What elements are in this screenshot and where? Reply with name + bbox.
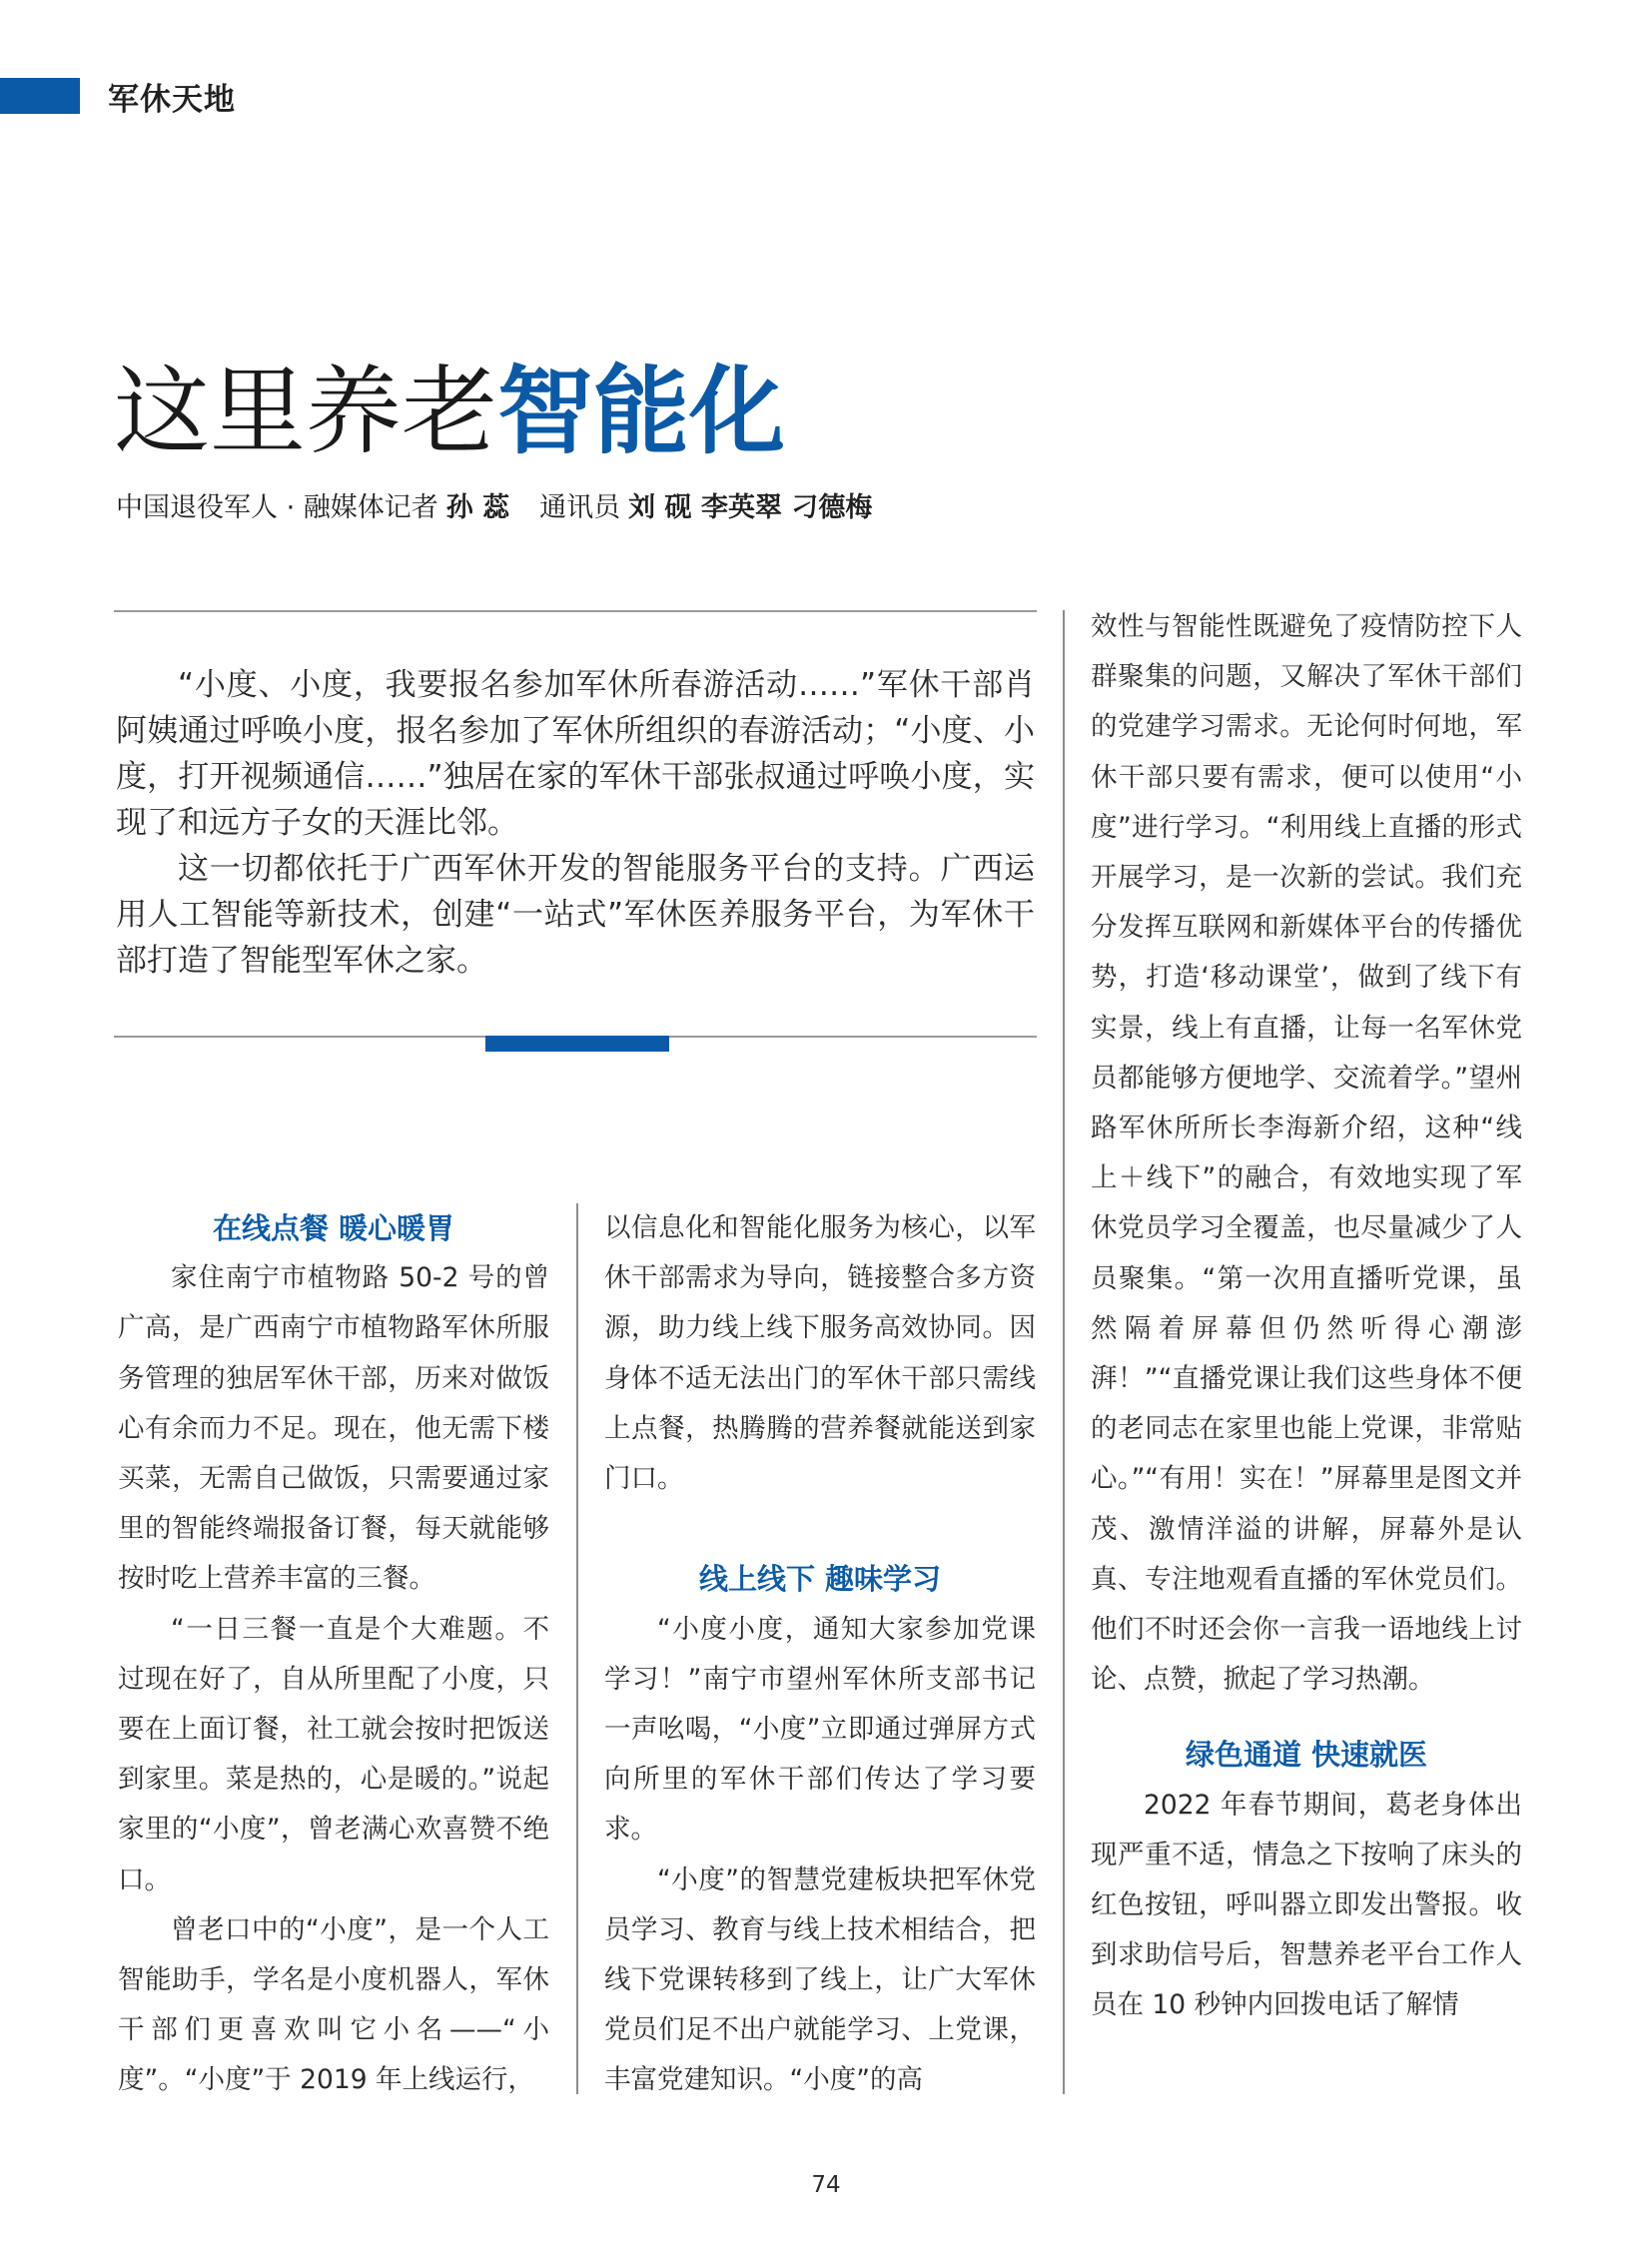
- column-2: [604, 1203, 1036, 2106]
- page-number: 74: [811, 2172, 841, 2198]
- byline: [116, 485, 872, 524]
- body-paragraph: 效性与智能性既避免了疫情防控下人群聚集的问题，又解决了军休干部们的党建学习需求。无论何时何地，军休干部只要有需求，便可以使用“小度”进行学习。“利用线上直播的形式开展学习，是一次新的尝试。我们充分发挥互联网和新媒体平台的传播优势，打造‘移动课堂’，做到了线下有实景，线上有直播，让每一名军休党员都能够方便地学、交流着学。”望州路军休所所长李海新介绍，这种“线上＋线下”的融合，有效地实现了军休党员学习全覆盖，也尽量减少了人员聚集。“第一次用直播听党课，虽然隔着屏幕但仍然听得心潮澎湃！”“直播党课让我们这些身体不便的老同志在家里也能上党课，非常贴心。”“有用！实在！”屏幕里是图文并茂、激情洋溢的讲解，屏幕外是认真、专注地观看直播的军休党员们。他们不时还会你一言我一语地线上讨论、点赞，掀起了学习热潮。: [1091, 611, 1522, 1696]
- body-paragraph: “小度”的智慧党建板块把军休党员学习、教育与线上技术相结合，把线下党课转移到了线上，让广大军休党员们足不出户就能学习、上党课，丰富党建知识。“小度”的高: [604, 1864, 1036, 2096]
- body-paragraph: “一日三餐一直是个大难题。不过现在好了，自从所里配了小度，只要在上面订餐，社工就会按时把饭送到家里。菜是热的，心是暖的。”说起家里的“小度”，曾老满心欢喜赞不绝口。: [118, 1613, 549, 1895]
- body-paragraph: “小度小度，通知大家参加党课学习！”南宁市望州军休所支部书记一声吆喝，“小度”立即通过弹屏方式向所里的军休干部们传达了学习要求。: [604, 1613, 1036, 1846]
- lead-paragraphs: [116, 662, 1035, 984]
- column-1: [118, 1203, 549, 2106]
- section-heading: 线上线下 趣味学习: [698, 1562, 942, 1597]
- byline-reporter: 孙 蕊: [445, 492, 510, 523]
- column-3: [1091, 602, 1522, 2031]
- section-heading: 在线点餐 暖心暖胃: [212, 1211, 455, 1245]
- body-paragraph: 以信息化和智能化服务为核心，以军休干部需求为导向，链接整合多方资源，助力线上线下服务高效协同。因身体不适无法出门的军休干部只需线上点餐，热腾腾的营养餐就能送到家门口。: [604, 1212, 1036, 1495]
- body-paragraph: 家住南宁市植物路 50-2 号的曾广高，是广西南宁市植物路军休所服务管理的独居军休干部，历来对做饭心有余而力不足。现在，他无需下楼买菜，无需自己做饭，只需要通过家里的智能终端报备订餐，每天就能够按时吃上营养丰富的三餐。: [118, 1262, 549, 1595]
- column-divider: [1063, 610, 1065, 2094]
- byline-org: 中国退役军人 · 融媒体记者: [116, 492, 438, 523]
- body-paragraph: 曾老口中的“小度”，是一个人工智能助手，学名是小度机器人，军休干部们更喜欢叫它小名——“小度”。“小度”于 2019 年上线运行，: [118, 1913, 549, 2096]
- lead-accent-bar: [485, 1036, 669, 1052]
- section-heading: 绿色通道 快速就医: [1185, 1738, 1428, 1773]
- lead-paragraph: 这一切都依托于广西军休开发的智能服务平台的支持。广西运用人工智能等新技术，创建“一站式”军休医养服务平台，为军休干部打造了智能型军休之家。: [116, 851, 1035, 979]
- lead-top-rule: [114, 610, 1037, 612]
- section-marker-bar: [0, 78, 80, 114]
- byline-correspondents: 刘 砚 李英翠 刁德梅: [628, 492, 873, 523]
- column-divider: [576, 1203, 578, 2094]
- lead-paragraph: “小度、小度，我要报名参加军休所春游活动……”军休干部肖阿姨通过呼唤小度，报名参加了军休所组织的春游活动；“小度、小度，打开视频通信……”独居在家的军休干部张叔通过呼唤小度，实现了和远方子女的天涯比邻。: [116, 667, 1035, 841]
- body-paragraph: 2022 年春节期间，葛老身体出现严重不适，情急之下按响了床头的红色按钮，呼叫器立即发出警报。收到求助信号后，智慧养老平台工作人员在 10 秒钟内回拨电话了解情: [1091, 1789, 1522, 2021]
- article-title: [114, 352, 785, 471]
- title-accent: 智能化: [497, 356, 785, 467]
- section-name: 军休天地: [108, 82, 236, 118]
- byline-role: 通讯员: [539, 492, 621, 523]
- title-main: 这里养老: [114, 356, 497, 467]
